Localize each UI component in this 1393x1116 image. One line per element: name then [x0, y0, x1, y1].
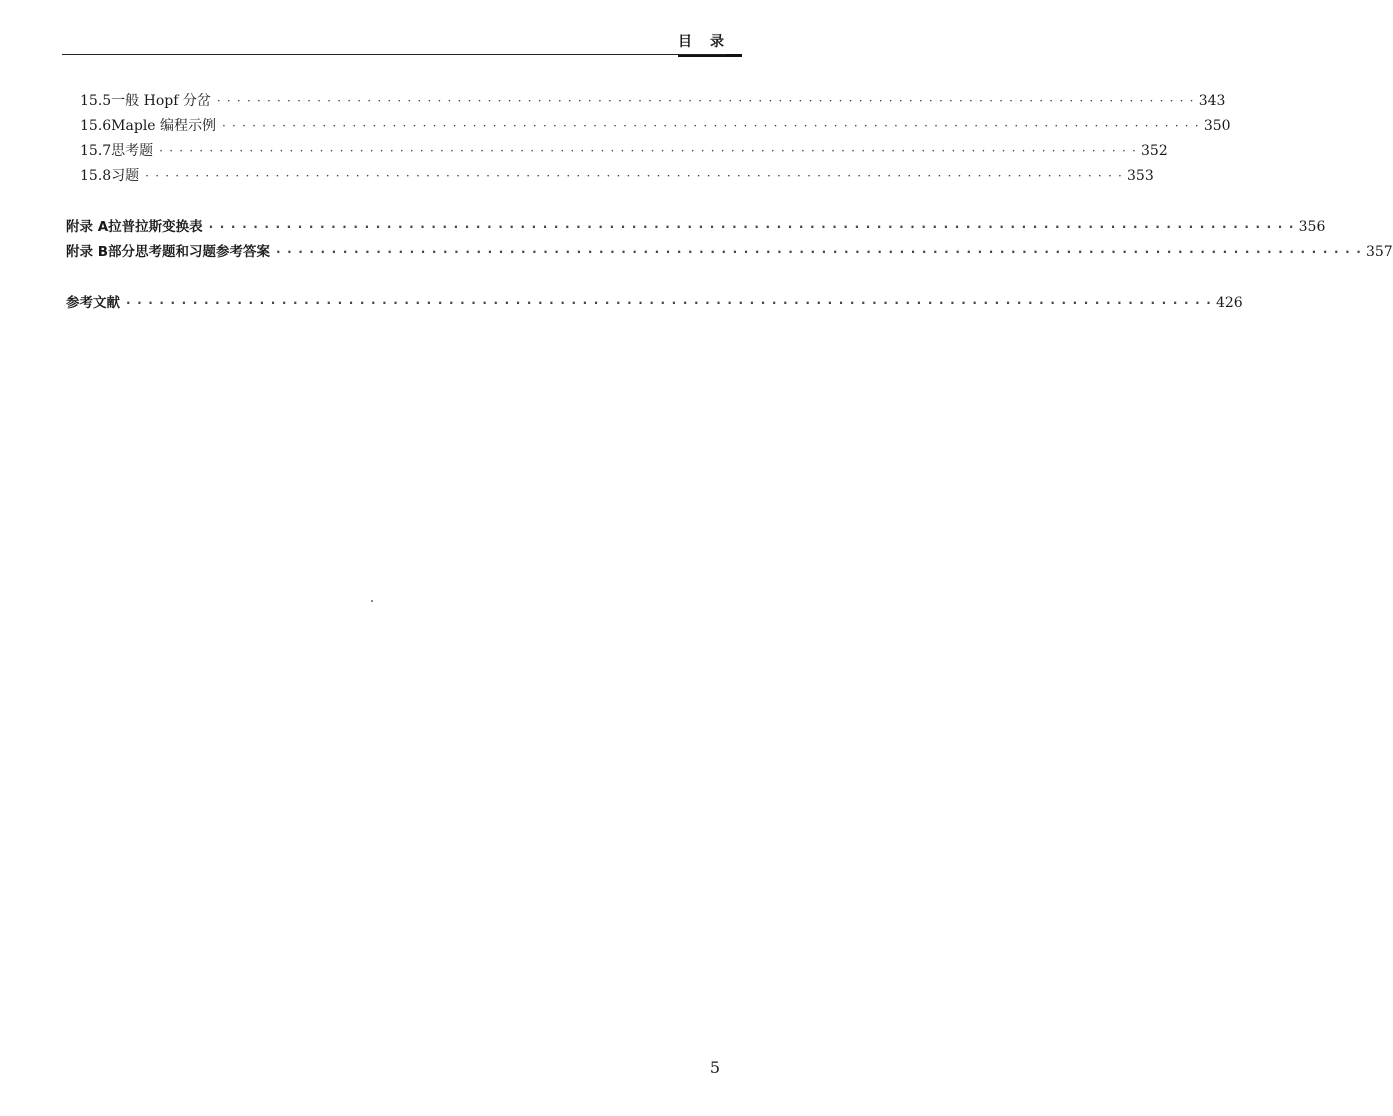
toc-entry-15-8[interactable] [80, 167, 1154, 185]
toc-entry-page: 343 [1198, 93, 1226, 109]
toc-entry-number: 附录 B [66, 244, 108, 260]
toc-entry-15-7[interactable] [80, 142, 1168, 160]
toc-entry-title: Maple 编程示例 [111, 118, 217, 134]
dot-leader: · · · · · · · · · · · · · · · · · · · · · · · · · · · · · · · · · · · · · · · · · · · · · · · · · · · · · · · · · · · · · · · · · · · · · · · · · · · · · · · · · · · · · · · · · · · · · · · · · · [276, 245, 1362, 259]
dot-leader: · · · · · · · · · · · · · · · · · · · · · · · · · · · · · · · · · · · · · · · · · · · · · · · · · · · · · · · · · · · · · · · · · · · · · · · · · · · · · · · · · · · · · · · · · · · · · · · · · · [126, 296, 1212, 310]
toc-entry-number: 15.7 [80, 143, 112, 159]
toc-entry-15-6[interactable] [80, 117, 1231, 135]
running-header-title: 目录 [678, 34, 742, 57]
toc-entry-number: 附录 A [66, 219, 109, 235]
toc-entry-number: 15.5 [80, 93, 112, 109]
toc-entry-15-5[interactable] [80, 92, 1226, 110]
scan-speck [371, 600, 373, 602]
toc-entry-appendix-a[interactable] [66, 218, 1326, 236]
toc-entry-title: 部分思考题和习题参考答案 [108, 244, 270, 260]
toc-entry-number: 15.8 [80, 168, 112, 184]
dot-leader: · · · · · · · · · · · · · · · · · · · · · · · · · · · · · · · · · · · · · · · · · · · · · · · · · · · · · · · · · · · · · · · · · · · · · · · · · · · · · · · · · · · · · · · · · · · · · · · · · · [159, 144, 1137, 158]
dot-leader: · · · · · · · · · · · · · · · · · · · · · · · · · · · · · · · · · · · · · · · · · · · · · · · · · · · · · · · · · · · · · · · · · · · · · · · · · · · · · · · · · · · · · · · · · · · · · · · · · · [145, 169, 1123, 183]
toc-entry-page: 350 [1203, 118, 1231, 134]
dot-leader: · · · · · · · · · · · · · · · · · · · · · · · · · · · · · · · · · · · · · · · · · · · · · · · · · · · · · · · · · · · · · · · · · · · · · · · · · · · · · · · · · · · · · · · · · · · · · · · · · · [208, 220, 1295, 234]
toc-entry-page: 356 [1298, 219, 1326, 235]
toc-entry-title: 思考题 [111, 143, 154, 159]
toc-entry-page: 357 [1365, 244, 1393, 260]
toc-entry-number: 15.6 [80, 118, 112, 134]
toc-entry-references[interactable] [66, 294, 1243, 312]
dot-leader: · · · · · · · · · · · · · · · · · · · · · · · · · · · · · · · · · · · · · · · · · · · · · · · · · · · · · · · · · · · · · · · · · · · · · · · · · · · · · · · · · · · · · · · · · · · · · · · · · · [216, 94, 1195, 108]
header-rule [62, 54, 726, 55]
toc-entry-title: 习题 [111, 168, 140, 184]
toc-entry-page: 352 [1141, 143, 1168, 159]
toc-entry-title: 参考文献 [66, 295, 120, 311]
toc-entry-page: 353 [1127, 168, 1154, 184]
toc-entry-appendix-b[interactable] [66, 243, 1393, 261]
toc-entry-title: 一般 Hopf 分岔 [111, 93, 211, 109]
toc-entry-page: 426 [1215, 295, 1243, 311]
dot-leader: · · · · · · · · · · · · · · · · · · · · · · · · · · · · · · · · · · · · · · · · · · · · · · · · · · · · · · · · · · · · · · · · · · · · · · · · · · · · · · · · · · · · · · · · · · · · · · · · · · [222, 119, 1200, 133]
footer-page-number: 5 [709, 1058, 720, 1077]
toc-entry-title: 拉普拉斯变换表 [108, 219, 203, 235]
